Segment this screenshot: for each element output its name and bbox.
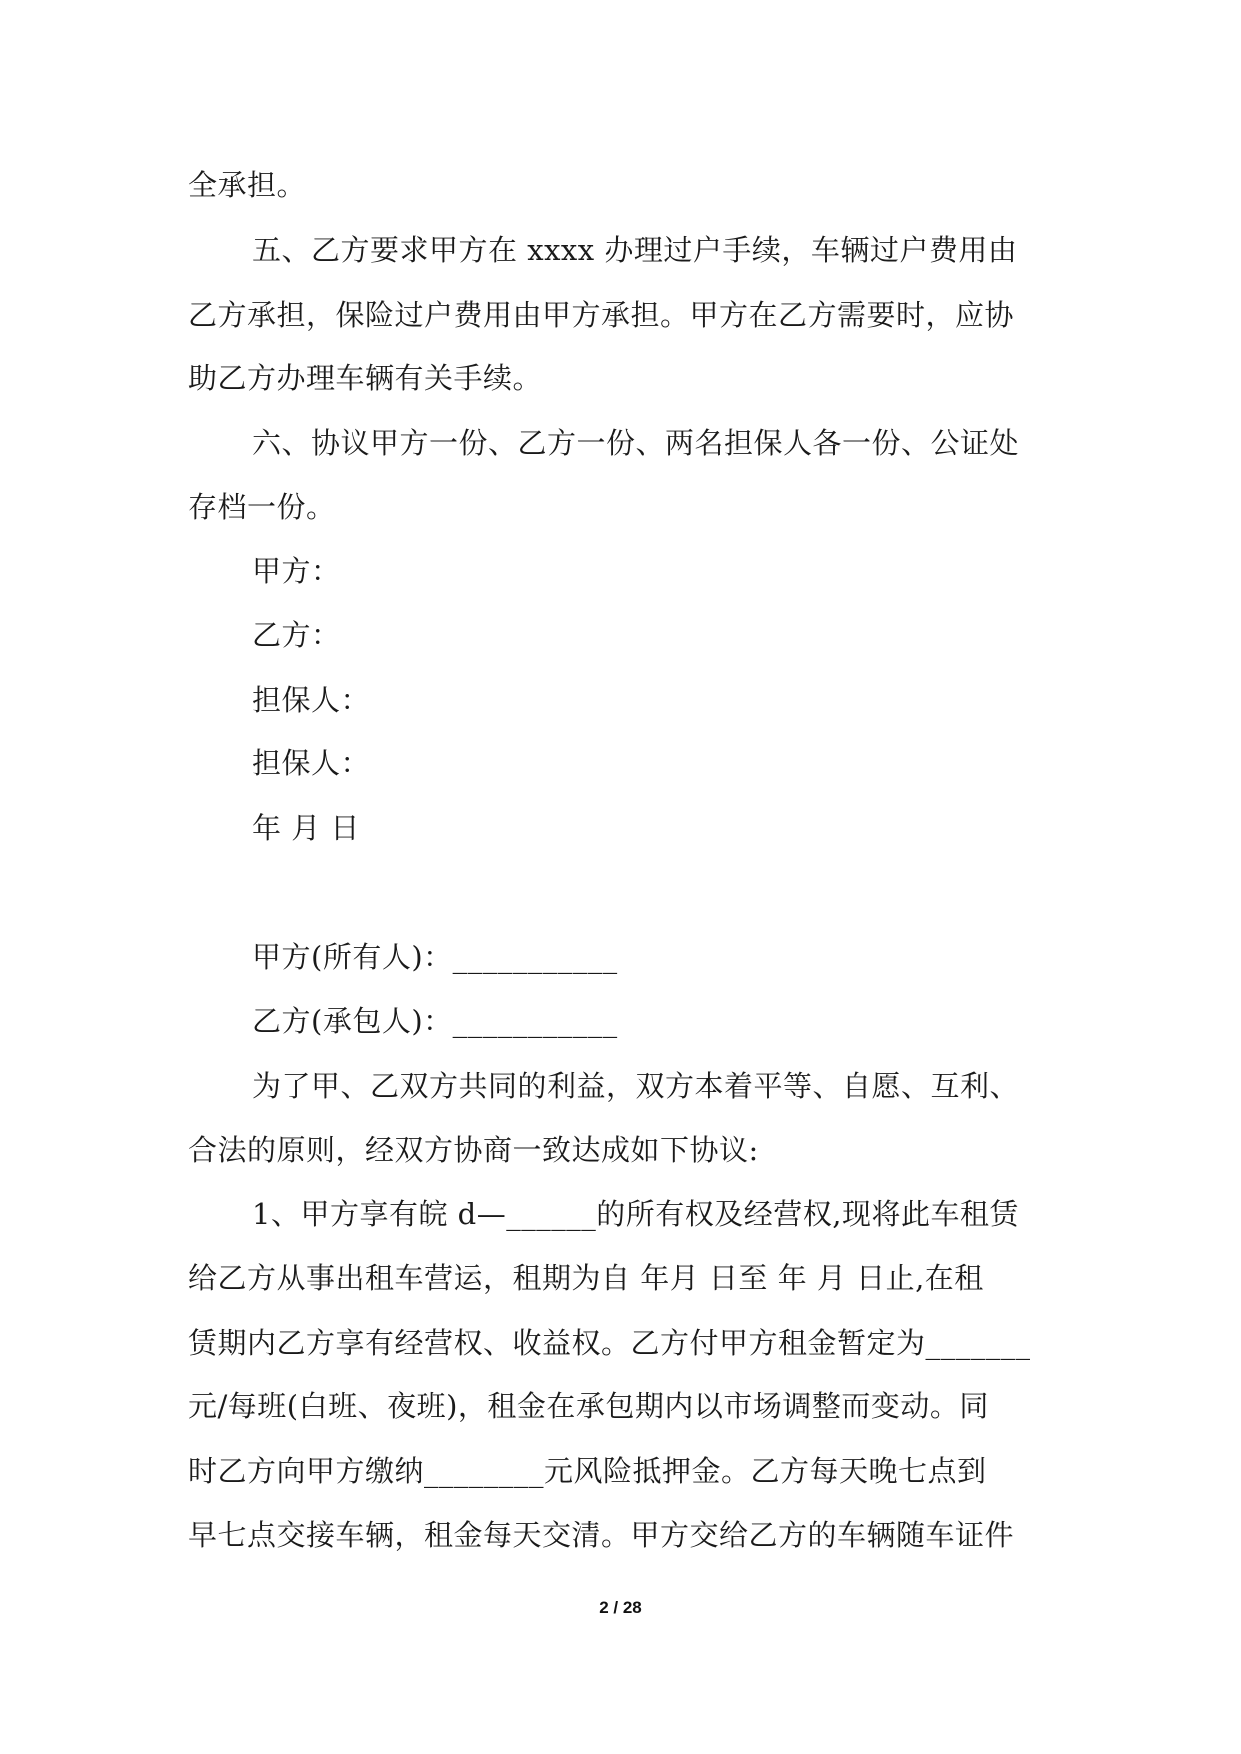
text-line-6: 存档一份。 [188, 490, 336, 524]
text-line-15: 合法的原则，经双方协商一致达成如下协议: [188, 1133, 759, 1167]
page-number: 2 / 28 [599, 1598, 642, 1617]
party-b-contractor-line: 乙方(承包人)：___________ [252, 1004, 618, 1038]
text-line-3: 乙方承担，保险过户费用由甲方承担。甲方在乙方需要时，应协 [188, 298, 1015, 332]
text-line-20: 时乙方向甲方缴纳________元风险抵押金。乙方每天晚七点到 [188, 1454, 987, 1488]
text-line-2: 五、乙方要求甲方在 xxxx 办理过户手续，车辆过户费用由 [252, 233, 1018, 267]
signature-party-b: 乙方： [252, 618, 341, 652]
text-line-18: 赁期内乙方享有经营权、收益权。乙方付甲方租金暂定为_______ [188, 1326, 1031, 1360]
party-a-owner-line: 甲方(所有人)：___________ [252, 940, 618, 974]
signature-guarantor-1: 担保人： [252, 683, 371, 717]
text-line-19: 元/每班(白班、夜班)，租金在承包期内以市场调整而变动。同 [188, 1389, 989, 1423]
signature-date: 年 月 日 [252, 811, 360, 845]
text-line-14: 为了甲、乙双方共同的利益，双方本着平等、自愿、互利、 [252, 1069, 1020, 1103]
text-line-5: 六、协议甲方一份、乙方一份、两名担保人各一份、公证处 [252, 426, 1020, 460]
text-line-17: 给乙方从事出租车营运，租期为自 年月 日至 年 月 日止,在租 [188, 1261, 984, 1295]
text-line-16: 1、甲方享有皖 d—______的所有权及经营权,现将此车租赁 [252, 1197, 1019, 1231]
signature-party-a: 甲方： [252, 554, 341, 588]
text-line-1: 全承担。 [188, 168, 307, 202]
signature-guarantor-2: 担保人： [252, 746, 371, 780]
text-line-4: 助乙方办理车辆有关手续。 [188, 361, 543, 395]
text-line-21: 早七点交接车辆，租金每天交清。甲方交给乙方的车辆随车证件 [188, 1518, 1015, 1552]
